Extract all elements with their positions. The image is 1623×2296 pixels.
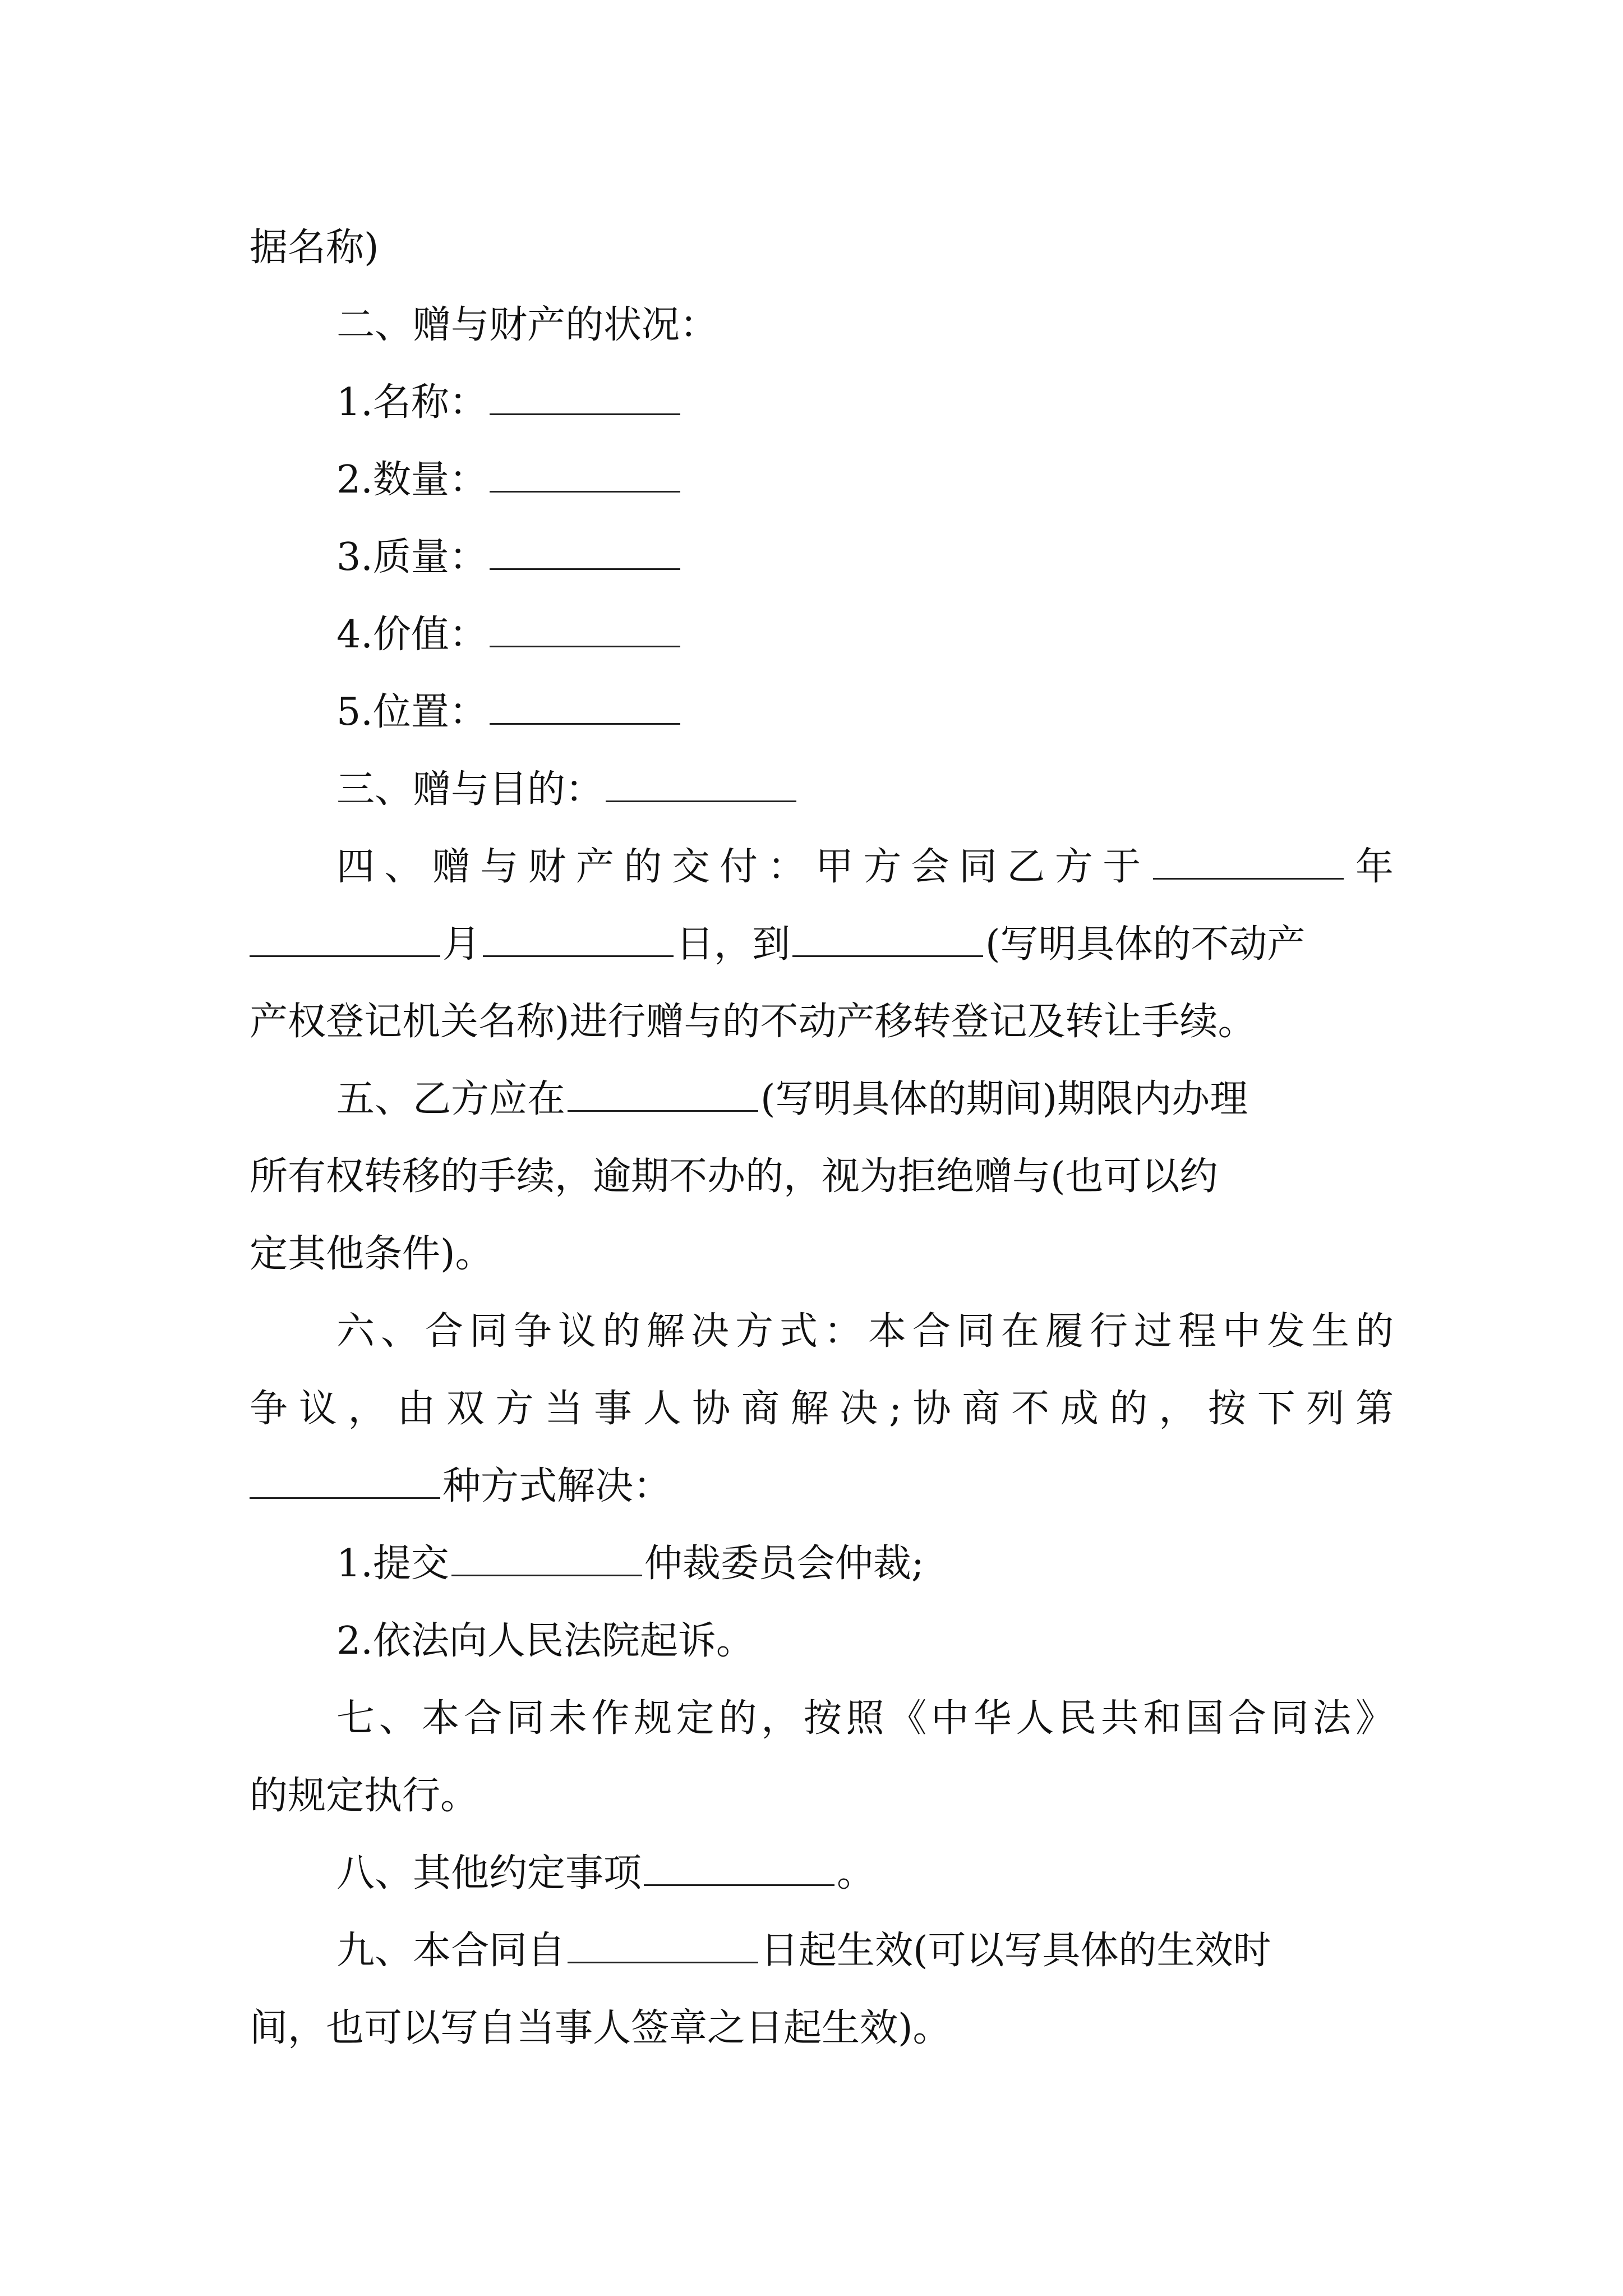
line-text: (写明具体的不动产 — [985, 922, 1306, 967]
line-text: (写明具体的期间)期限内办理 — [760, 1077, 1248, 1121]
line-text: 日，到 — [676, 922, 791, 967]
section-transfer-line-1 — [336, 1071, 1394, 1128]
field-quality — [336, 530, 1394, 586]
line-text: 五、乙方应在 — [336, 1077, 566, 1121]
line-text: 间，也可以写自当事人签章之日起生效)。 — [250, 2006, 951, 2050]
fill-in-blank — [792, 952, 983, 957]
fill-in-blank — [490, 720, 680, 725]
line-text: 六、合同争议的解决方式：本合同在履行过程中发生的 — [336, 1309, 1394, 1354]
line-text: 定其他条件)。 — [250, 1232, 494, 1276]
field-value — [336, 607, 1394, 663]
line-text: 争议，由双方当事人协商解决;协商不成的，按下列第 — [250, 1387, 1394, 1431]
dispute-option-arbitration — [336, 1536, 1394, 1592]
line-text: 所有权转移的手续，逾期不办的，视为拒绝赠与(也可以约 — [250, 1154, 1218, 1199]
section-transfer-line-3 — [250, 1226, 1394, 1282]
field-label: 三、赠与目的： — [336, 767, 604, 812]
fill-in-blank — [1153, 875, 1344, 880]
fill-in-blank — [568, 1107, 758, 1112]
section-heading-gift-property-status — [336, 297, 1394, 353]
section-gift-purpose — [336, 762, 1394, 818]
section-law-line-1 — [336, 1691, 1394, 1747]
fill-in-blank — [250, 952, 440, 957]
text-line — [250, 220, 1394, 276]
section-dispute-line-2 — [250, 1381, 1394, 1437]
section-delivery-line-3 — [250, 994, 1394, 1050]
section-dispute-line-1 — [336, 1304, 1394, 1360]
line-text: 日起生效(可以写具体的生效时 — [760, 1929, 1271, 1973]
line-text: 2.依法向人民法院起诉。 — [336, 1619, 754, 1663]
field-label: 5.位置： — [336, 690, 487, 734]
fill-in-blank — [490, 410, 680, 415]
line-text: 年 — [1345, 845, 1394, 889]
line-text: 仲裁委员会仲裁; — [644, 1542, 924, 1586]
line-text: 种方式解决： — [442, 1464, 672, 1508]
line-text: 四、赠与财产的交付：甲方会同乙方于 — [336, 845, 1151, 889]
line-text: 产权登记机关名称)进行赠与的不动产移转登记及转让手续。 — [250, 1000, 1256, 1044]
fill-in-blank — [644, 1881, 834, 1886]
section-dispute-line-3 — [250, 1458, 1394, 1515]
fill-in-blank — [490, 565, 680, 570]
line-text: 八、其他约定事项 — [336, 1851, 642, 1895]
line-text: 。 — [837, 1851, 875, 1895]
field-label: 2.数量： — [336, 458, 487, 502]
fill-in-blank — [483, 952, 674, 957]
section-other-matters — [336, 1846, 1394, 1902]
line-text: 月 — [442, 922, 481, 967]
line-text: 1.提交 — [336, 1542, 449, 1586]
section-effective-line-2 — [250, 2000, 1394, 2056]
field-quantity — [336, 452, 1394, 508]
fill-in-blank — [490, 487, 680, 493]
fill-in-blank — [250, 1494, 440, 1499]
line-text: 九、本合同自 — [336, 1929, 566, 1973]
section-law-line-2 — [250, 1768, 1394, 1824]
line-text: 据名称) — [250, 226, 379, 270]
fill-in-blank — [490, 642, 680, 647]
field-name — [336, 375, 1394, 431]
dispute-option-court — [336, 1613, 1394, 1669]
section-delivery-line-1 — [336, 839, 1394, 895]
section-delivery-line-2 — [250, 917, 1394, 973]
section-effective-line-1 — [336, 1923, 1394, 1979]
line-text: 的规定执行。 — [250, 1774, 479, 1818]
line-text: 二、赠与财产的状况： — [336, 303, 718, 347]
line-text: 七、本合同未作规定的，按照《中华人民共和国合同法》 — [336, 1696, 1394, 1741]
field-label: 4.价值： — [336, 613, 487, 657]
fill-in-blank — [451, 1571, 642, 1576]
fill-in-blank — [568, 1958, 758, 1963]
field-location — [336, 684, 1394, 740]
field-label: 1.名称： — [336, 380, 487, 425]
fill-in-blank — [606, 797, 796, 802]
field-label: 3.质量： — [336, 535, 487, 579]
section-transfer-line-2 — [250, 1149, 1394, 1205]
